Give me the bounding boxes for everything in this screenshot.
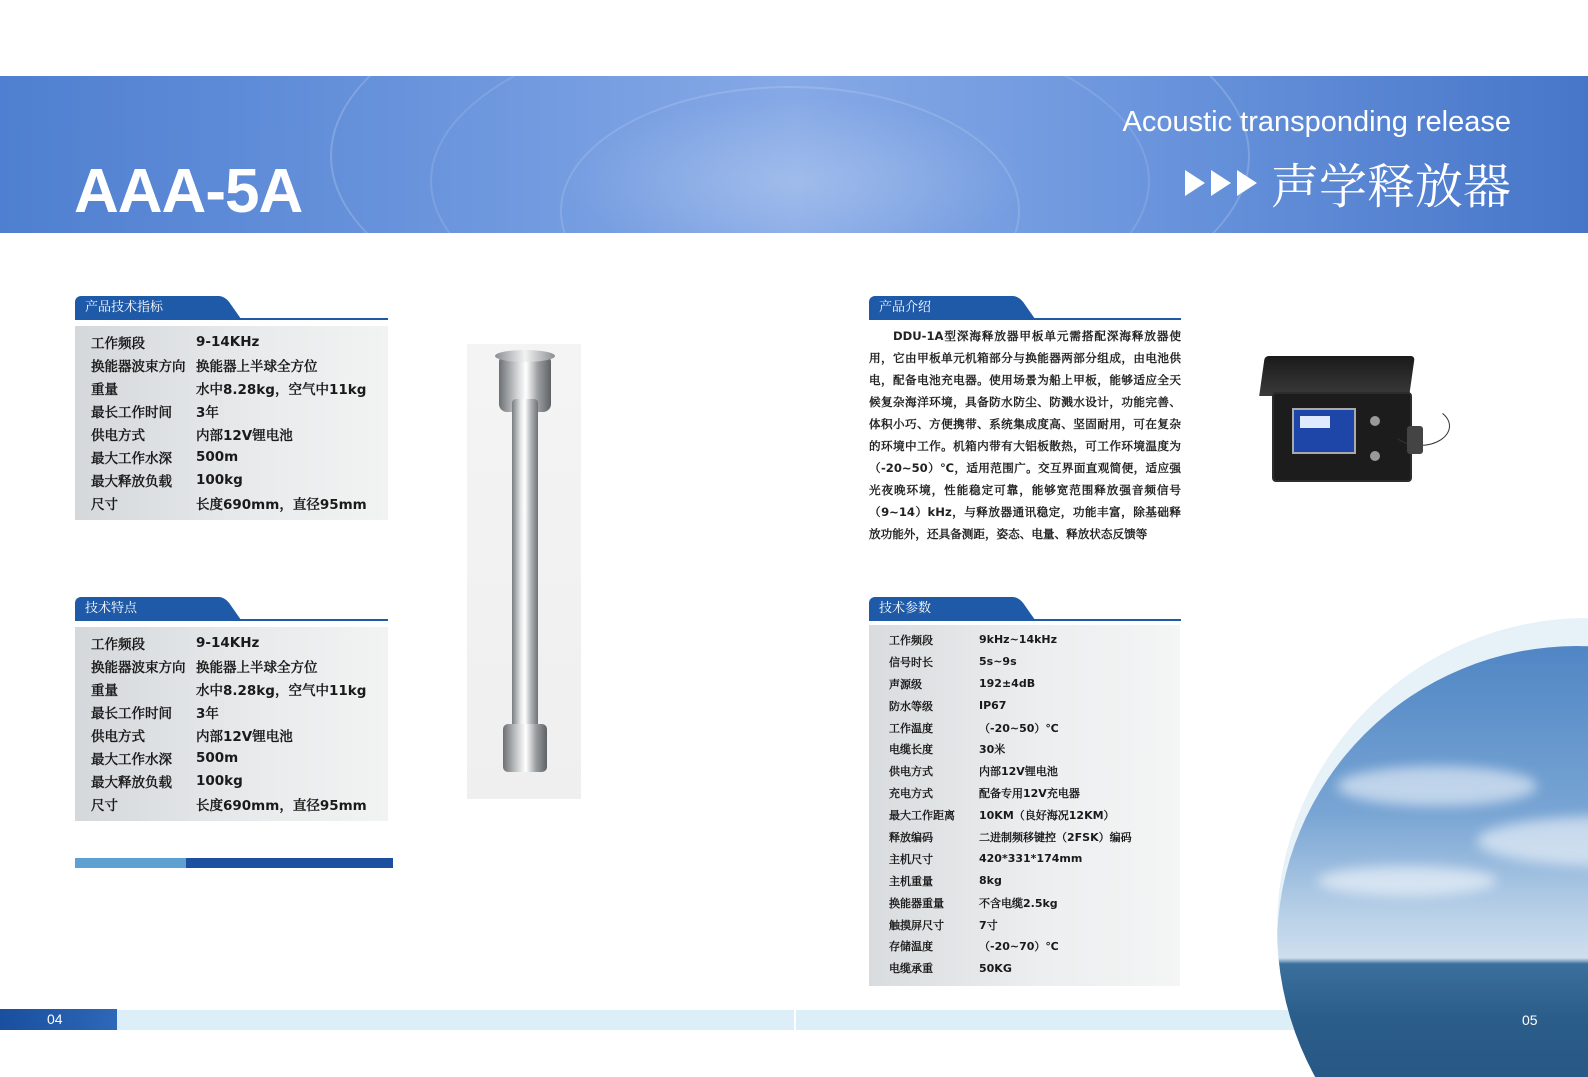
row-value: 100kg: [196, 772, 243, 789]
row-value: 9kHz~14kHz: [979, 633, 1058, 647]
table-row: [869, 892, 1180, 914]
title-chinese-row: [1185, 148, 1511, 217]
row-label: 工作频段: [91, 636, 145, 653]
release-device-image: [467, 344, 581, 799]
row-label: 换能器波束方向: [91, 659, 186, 676]
row-value: IP67: [979, 699, 1007, 713]
sea-photo: [1277, 618, 1588, 1077]
row-value: 配备专用12V充电器: [979, 787, 1080, 801]
spec-table: [75, 326, 388, 520]
table-row: [75, 792, 388, 815]
row-value: 水中8.28kg，空气中11kg: [196, 381, 367, 398]
row-value: 换能器上半球全方位: [196, 659, 318, 676]
page-number-right: 05: [1522, 1012, 1538, 1028]
table-row: [75, 468, 388, 491]
row-label: 最大工作距离: [889, 809, 955, 823]
row-label: 尺寸: [91, 797, 118, 814]
table-row: [869, 957, 1180, 979]
table-row: [75, 376, 388, 399]
table-row: [75, 445, 388, 468]
triple-arrow-icon: [1185, 170, 1257, 196]
accent-bar: [75, 858, 393, 868]
row-label: 换能器波束方向: [91, 358, 186, 375]
row-value: 不含电缆2.5kg: [979, 896, 1058, 910]
row-label: 主机尺寸: [889, 852, 933, 866]
table-row: [869, 782, 1180, 804]
table-row: [869, 870, 1180, 892]
row-value: 长度690mm，直径95mm: [196, 496, 367, 513]
model-name: AAA-5A: [74, 157, 303, 226]
deck-unit-screen: [1292, 408, 1356, 454]
table-row: [869, 826, 1180, 848]
row-value: 水中8.28kg，空气中11kg: [196, 682, 367, 699]
feature-section-title: 技术特点: [75, 597, 215, 620]
row-value: 3年: [196, 404, 219, 421]
header-banner: [0, 76, 1588, 233]
row-value: 500m: [196, 448, 239, 465]
row-label: 工作频段: [889, 633, 933, 647]
row-label: 重量: [91, 381, 118, 398]
table-row: [869, 738, 1180, 760]
param-table: [869, 625, 1180, 986]
table-row: [869, 914, 1180, 936]
intro-paragraph: DDU-1A型深海释放器甲板单元需搭配深海释放器使用，它由甲板单元机箱部分与换能器两部分组成，由电池供电，配备电池充电器。使用场景为船上甲板，能够适应全天候复杂海洋环境，具备防水防尘、防溅水设计，功能完善、体积小巧、方便携带、系统集成度高、坚固耐用，可在复杂的环境中工作。机箱内带有大铝板散热，可工作环境温度为（-20~50）℃，适用范围广。交互界面直观简便，适应强光夜晚环境，性能稳定可靠，能够宽范围释放强音频信号（9~14）kHz，与释放器通讯稳定，功能丰富，除基础释放功能外，还具备测距，姿态、电量、释放状态反馈等: [869, 329, 1181, 541]
table-row: [869, 848, 1180, 870]
table-row: [75, 422, 388, 445]
row-label: 最长工作时间: [91, 404, 172, 421]
table-row: [75, 677, 388, 700]
row-value: 30米: [979, 743, 1006, 757]
table-row: [75, 491, 388, 514]
row-value: 内部12V锂电池: [979, 765, 1058, 779]
row-value: 9-14KHz: [196, 634, 260, 651]
row-label: 供电方式: [91, 728, 145, 745]
row-value: 7寸: [979, 918, 998, 932]
row-label: 释放编码: [889, 830, 933, 844]
row-label: 尺寸: [91, 496, 118, 513]
table-row: [75, 399, 388, 422]
table-row: [75, 353, 388, 376]
table-row: [75, 746, 388, 769]
feature-table: [75, 627, 388, 821]
row-label: 最大释放负载: [91, 774, 172, 791]
row-value: 3年: [196, 705, 219, 722]
row-label: 供电方式: [889, 765, 933, 779]
table-row: [869, 651, 1180, 673]
row-value: 10KM（良好海况12KM）: [979, 809, 1115, 823]
row-label: 存储温度: [889, 940, 933, 954]
row-label: 最大释放负载: [91, 473, 172, 490]
release-device-body: [512, 399, 538, 729]
row-value: 8kg: [979, 874, 1002, 888]
row-value: 500m: [196, 749, 239, 766]
row-label: 声源级: [889, 677, 922, 691]
table-row: [869, 629, 1180, 651]
feature-section-header: [75, 597, 388, 621]
row-label: 最大工作水深: [91, 450, 172, 467]
row-label: 电缆承重: [889, 962, 933, 976]
row-value: 100kg: [196, 471, 243, 488]
transducer-icon: [1407, 426, 1423, 454]
table-row: [75, 769, 388, 792]
title-english: Acoustic transponding release: [1122, 106, 1511, 138]
row-label: 信号时长: [889, 655, 933, 669]
deck-unit-image: [1262, 356, 1462, 491]
table-row: [869, 760, 1180, 782]
table-row: [869, 673, 1180, 695]
release-device-tail: [503, 724, 547, 772]
row-value: 5s~9s: [979, 655, 1017, 669]
spec-section-title: 产品技术指标: [75, 296, 215, 319]
page-number-left: 04: [0, 1009, 117, 1030]
row-value: 内部12V锂电池: [196, 427, 293, 444]
param-section-title: 技术参数: [869, 597, 1009, 620]
table-row: [75, 631, 388, 654]
title-chinese: 声学释放器: [1270, 159, 1511, 215]
row-value: 50KG: [979, 961, 1012, 975]
param-section-header: [869, 597, 1181, 621]
row-label: 最长工作时间: [91, 705, 172, 722]
row-label: 充电方式: [889, 787, 933, 801]
row-value: 长度690mm，直径95mm: [196, 797, 367, 814]
row-label: 主机重量: [889, 874, 933, 888]
row-value: 换能器上半球全方位: [196, 358, 318, 375]
table-row: [75, 330, 388, 353]
row-label: 工作温度: [889, 721, 933, 735]
row-value: 192±4dB: [979, 677, 1036, 691]
row-label: 换能器重量: [889, 896, 944, 910]
row-value: （-20~50）℃: [979, 721, 1059, 735]
row-label: 工作频段: [91, 335, 145, 352]
table-row: [75, 723, 388, 746]
row-value: 420*331*174mm: [979, 852, 1083, 866]
row-label: 电缆长度: [889, 743, 933, 757]
table-row: [75, 654, 388, 677]
table-row: [869, 717, 1180, 739]
table-row: [869, 695, 1180, 717]
row-value: 9-14KHz: [196, 333, 260, 350]
table-row: [869, 935, 1180, 957]
row-label: 供电方式: [91, 427, 145, 444]
row-label: 重量: [91, 682, 118, 699]
row-value: 内部12V锂电池: [196, 728, 293, 745]
spec-section-header: [75, 296, 388, 320]
intro-section-header: [869, 296, 1181, 320]
row-value: （-20~70）℃: [979, 940, 1059, 954]
intro-section-title: 产品介绍: [869, 296, 1009, 319]
row-label: 防水等级: [889, 699, 933, 713]
row-value: 二进制频移键控（2FSK）编码: [979, 830, 1132, 844]
row-label: 最大工作水深: [91, 751, 172, 768]
table-row: [869, 804, 1180, 826]
table-row: [75, 700, 388, 723]
row-label: 触摸屏尺寸: [889, 918, 944, 932]
